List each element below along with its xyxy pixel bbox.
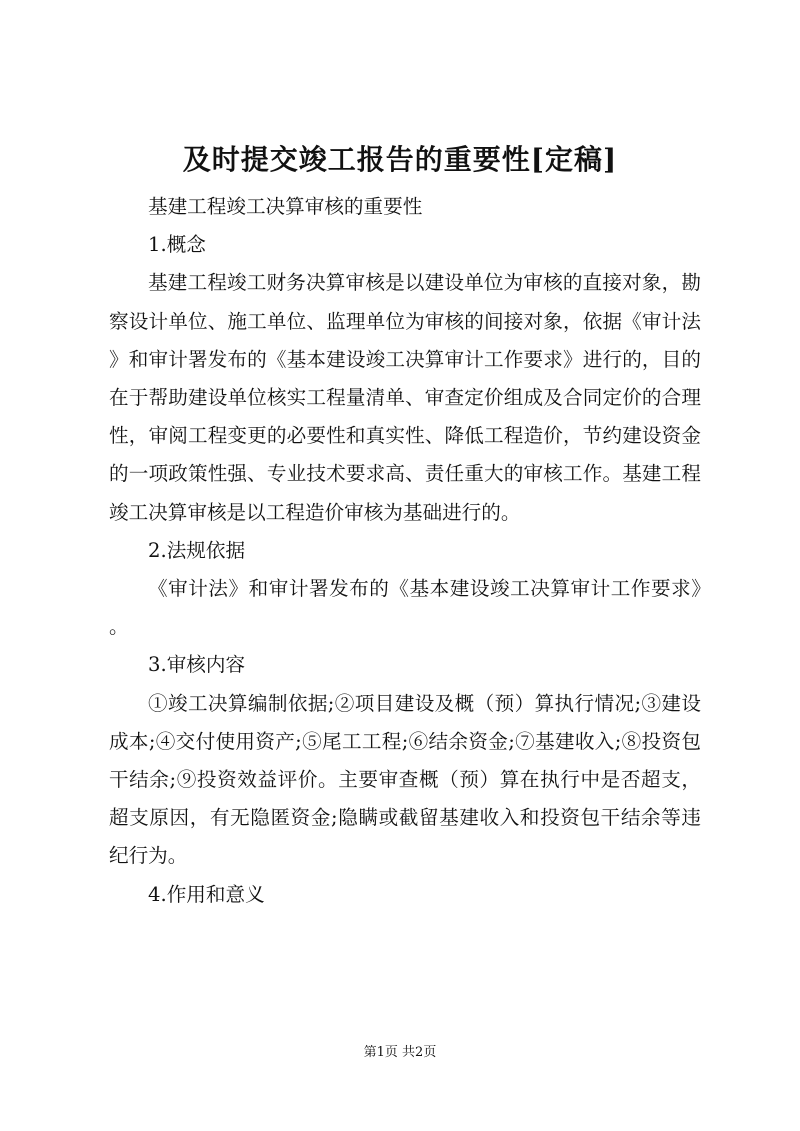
section-heading-role-significance: 4.作用和意义	[148, 882, 265, 906]
page-footer: 第1页 共2页	[363, 1045, 437, 1060]
paragraph-legal-basis: 《审计法》和审计署发布的《基本建设竣工决算审计工作要求》。	[109, 577, 701, 639]
section-heading-audit-content: 3.审核内容	[148, 653, 246, 677]
paragraph-heading: 基建工程竣工决算审核的重要性	[148, 195, 423, 218]
paragraph-concept: 基建工程竣工财务决算审核是以建设单位为审核的直接对象，勘察设计单位、施工单位、监理单位为审核的间接对象，依据《审计法》和审计署发布的《基本建设竣工决算审计工作要求》进行的，目的在于帮助建设单位核实工程量清单、审查定价组成及合同定价的合理性，审阅工程变更的必要性和真实性、降低工程造价，节约建设资金的一项政策性强、专业技术要求高、责任重大的审核工作。基建工程竣工决算审核是以工程造价审核为基础进行的。	[109, 271, 701, 524]
section-heading-concept: 1.概念	[148, 233, 206, 257]
document-body	[109, 188, 701, 914]
paragraph-audit-content: ①竣工决算编制依据;②项目建设及概（预）算执行情况;③建设成本;④交付使用资产;⑤尾工工程;⑥结余资金;⑦基建收入;⑧投资包干结余;⑨投资效益评价。主要审查概（预）算在执行中是否超支，超支原因，有无隐匿资金;隐瞒或截留基建收入和投资包干结余等违纪行为。	[109, 691, 701, 868]
document-title: 及时提交竣工报告的重要性[定稿]	[182, 143, 618, 176]
section-heading-legal-basis: 2.法规依据	[148, 538, 246, 562]
